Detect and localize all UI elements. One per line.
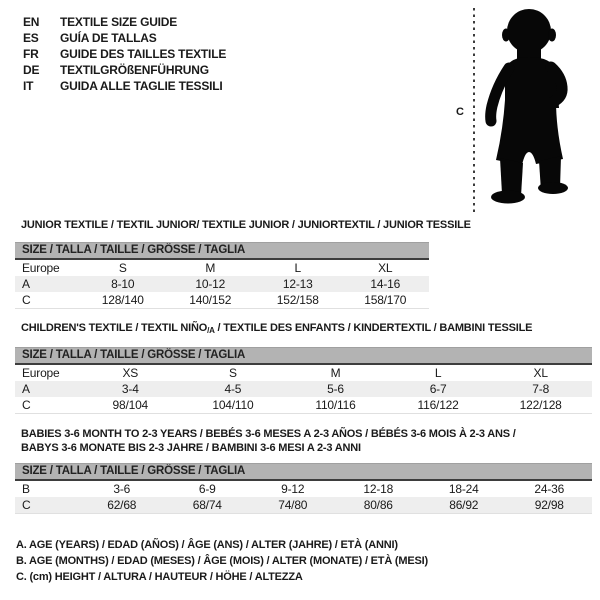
table-title: JUNIOR TEXTILE / TEXTIL JUNIOR/ TEXTILE JUNIOR / JUNIORTEXTIL / JUNIOR TESSILE (21, 219, 471, 231)
babies-size-table (15, 427, 592, 514)
legend-line-c: C. (cm) HEIGHT / ALTURA / HAUTEUR / HÖHE / ALTEZZA (16, 571, 303, 583)
row-label: C (22, 498, 31, 512)
size-cell: S (118, 261, 127, 275)
table-row (15, 365, 592, 381)
language-title: GUIDE DES TAILLES TEXTILE (60, 47, 227, 61)
table-title-line1: BABIES 3-6 MONTH TO 2-3 YEARS / BEBÉS 3-6 MESES A 2-3 AÑOS / BÉBÉS 3-6 MOIS À 2-3 ANS / (21, 428, 516, 440)
size-cell: 98/104 (112, 398, 149, 412)
size-cell: 4-5 (224, 382, 242, 396)
language-title: TEXTILE SIZE GUIDE (60, 15, 178, 29)
size-cell: 140/152 (189, 293, 232, 307)
row-label: A (22, 277, 30, 291)
size-cell: XS (122, 366, 139, 380)
table-title-subscript: /A (207, 326, 215, 335)
size-cell: 110/116 (315, 398, 356, 412)
size-cell: 104/110 (212, 398, 254, 412)
size-cell: L (294, 261, 301, 275)
table-row (15, 276, 429, 292)
language-line-es (23, 30, 226, 46)
size-cell: 10-12 (195, 277, 226, 291)
table-title (21, 322, 592, 337)
row-label: C (22, 398, 31, 412)
size-cell: 24-36 (534, 482, 565, 496)
row-label: Europe (22, 366, 60, 380)
table-title-line2: BABYS 3-6 MONATE BIS 2-3 JAHRE / BAMBINI 3-6 MESI A 2-3 ANNI (21, 442, 361, 454)
baby-silhouette-icon (481, 8, 571, 204)
table-title-text: / TEXTILE DES ENFANTS / KINDERTEXTIL / BAMBINI TESSILE (214, 322, 533, 334)
size-cell: 5-6 (327, 382, 344, 396)
size-cell: 6-9 (198, 482, 216, 496)
row-label: C (22, 293, 31, 307)
table-row (15, 397, 592, 413)
language-code: IT (23, 79, 34, 93)
size-cell: 3-4 (121, 382, 139, 396)
legend-line-a: A. AGE (YEARS) / EDAD (AÑOS) / ÂGE (ANS) / ALTER (JAHRE) / ETÀ (ANNI) (16, 539, 398, 551)
size-cell: 86/92 (449, 498, 479, 512)
table-title-text: CHILDREN'S TEXTILE / TEXTIL NIÑO (21, 322, 208, 334)
language-header (23, 14, 226, 94)
measurement-legend (16, 537, 428, 585)
language-code: FR (23, 47, 39, 61)
size-cell: 128/140 (101, 293, 144, 307)
table-row (15, 481, 592, 497)
legend-line-b: B. AGE (MONTHS) / EDAD (MESES) / ÂGE (MOIS) / ALTER (MONATE) / ETÀ (MESI) (16, 555, 428, 567)
table-size-header: SIZE / TALLA / TAILLE / GRÖSSE / TAGLIA (15, 463, 592, 481)
height-measure-label: C (456, 106, 464, 118)
table-title (21, 427, 592, 455)
size-cell: 80/86 (363, 498, 393, 512)
size-cell: 62/68 (107, 498, 137, 512)
size-cell: 12-13 (282, 277, 313, 291)
size-cell: M (205, 261, 216, 275)
size-cell: S (228, 366, 237, 380)
language-line-it (23, 78, 226, 94)
size-cell: 116/122 (417, 398, 459, 412)
table-row (15, 292, 429, 308)
row-label: Europe (22, 261, 60, 275)
size-cell: XL (378, 261, 393, 275)
size-cell: 14-16 (370, 277, 401, 291)
language-code: EN (23, 15, 40, 29)
language-title: GUÍA DE TALLAS (60, 31, 157, 45)
size-cell: 122/128 (519, 398, 562, 412)
row-label: A (22, 382, 30, 396)
size-cell: 152/158 (276, 293, 319, 307)
size-cell: 3-6 (113, 482, 131, 496)
language-title: TEXTILGRÖßENFÜHRUNG (60, 63, 209, 77)
size-cell: 74/80 (278, 498, 308, 512)
language-title: GUIDA ALLE TAGLIE TESSILI (60, 79, 223, 93)
language-line-en (23, 14, 226, 30)
table-row (15, 381, 592, 397)
size-cell: XL (533, 366, 548, 380)
size-cell: 18-24 (448, 482, 479, 496)
language-line-de (23, 62, 226, 78)
size-cell: L (434, 366, 442, 380)
size-cell: 92/98 (534, 498, 564, 512)
size-cell: 12-18 (363, 482, 394, 496)
size-cell: 6-7 (429, 382, 447, 396)
table-row (15, 497, 592, 513)
language-code: ES (23, 31, 39, 45)
size-cell: 8-10 (111, 277, 135, 291)
size-cell: 68/74 (192, 498, 222, 512)
table-size-header: SIZE / TALLA / TAILLE / GRÖSSE / TAGLIA (15, 242, 429, 260)
children-size-table (15, 322, 592, 414)
size-cell: 9-12 (281, 482, 305, 496)
height-measure-dotted-line (473, 8, 475, 212)
height-measure-figure (450, 4, 596, 216)
junior-size-table (15, 219, 471, 309)
table-row (15, 260, 429, 276)
table-size-header: SIZE / TALLA / TAILLE / GRÖSSE / TAGLIA (15, 347, 592, 365)
size-cell: 7-8 (532, 382, 550, 396)
row-label: B (22, 482, 30, 496)
language-code: DE (23, 63, 40, 77)
language-line-fr (23, 46, 226, 62)
size-cell: M (330, 366, 341, 380)
size-cell: 158/170 (364, 293, 407, 307)
